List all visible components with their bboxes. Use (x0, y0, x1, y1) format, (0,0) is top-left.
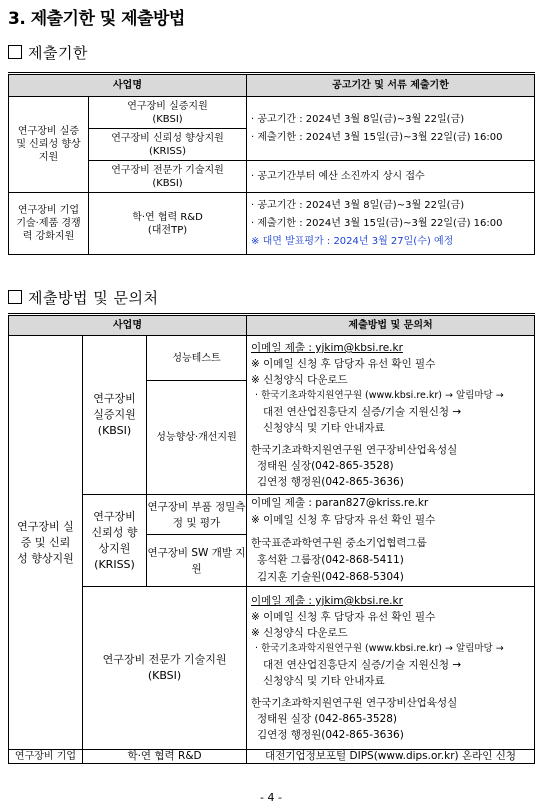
header-program-2: 사업명 (9, 315, 247, 336)
kriss-method: 이메일 제출 : paran827@kriss.re.kr ※ 이메일 신청 후 담당자 유선 확인 필수 한국표준과학연구원 중소기업협력그룹 홍석환 그룹장(042-868-5411) 김지훈 기술원(042-868-5304) (247, 495, 535, 587)
precision: 연구장비 부품 정밀측정 및 평가 (147, 495, 247, 535)
deadline-cell-1 (247, 97, 535, 161)
presentation-note: ※ 대면 발표평가 : 2024년 3월 27일(수) 예정 (251, 235, 454, 247)
last-row-name: 연구장비 기업 (9, 750, 83, 764)
section-title: 3. 제출기한 및 제출방법 (8, 9, 185, 29)
subsection-method-title (8, 287, 158, 308)
perf-test: 성능테스트 (147, 336, 247, 381)
header-program: 사업명 (9, 74, 247, 97)
checkbox-square-icon (8, 45, 22, 59)
subsection-deadline-label: 제출기한 (28, 44, 88, 62)
deadline-text: · 제출기한 : 2024년 3월 15일(금)~3월 22일(금) 16:00 (251, 131, 503, 143)
method-table (8, 313, 535, 764)
group2-name: 연구장비 기업 기술·제품 경쟁력 강화지원 (9, 193, 89, 255)
header-method: 제출방법 및 문의처 (247, 315, 535, 336)
kbsi-method: 이메일 제출 : yjkim@kbsi.re.kr ※ 이메일 신청 후 담당자 유선 확인 필수 ※ 신청양식 다운로드 · 한국기초과학지원연구원 (www.kbsi.re.kr) → 알림마당 → 대전 연산업진흥단지 실증/기술 지원신청 → 신청양식 및 기타 안내자료 한국기초과학지원연구원 연구장비산업육성실 정태원 실장(042-865-3528) 김연정 행정원(042-865-3636) (247, 336, 535, 495)
subsection-method-label: 제출방법 및 문의처 (28, 289, 159, 307)
row-name: 연구장비 실증지원 (KBSI) (89, 97, 247, 129)
period-text: · 공고기간 : 2024년 3월 8일(금)~3월 22일(금) (251, 113, 465, 125)
group1-name: 연구장비 실증 및 신뢰성 향상지원 (9, 97, 89, 193)
row-name: 연구장비 신뢰성 향상지원 (KRISS) (89, 129, 247, 161)
subsection-deadline-title (8, 42, 88, 63)
group2-sub: 학·연 협력 R&D (대전TP) (89, 193, 247, 255)
kriss-name: 연구장비 신뢰성 향상지원 (KRISS) (83, 495, 147, 587)
expert-name: 연구장비 전문가 기술지원 (KBSI) (83, 587, 247, 750)
last-row-sub: 학·연 협력 R&D (83, 750, 247, 764)
checkbox-square-icon (8, 290, 22, 304)
last-row-method: 대전기업정보포털 DIPS(www.dips.or.kr) 온라인 신청 (247, 750, 535, 764)
header-deadline: 공고기간 및 서류 제출기한 (247, 74, 535, 97)
row-name: 연구장비 전문가 기술지원 (KBSI) (89, 161, 247, 193)
always-text: · 공고기간부터 예산 소진까지 상시 접수 (247, 161, 535, 193)
perf-improve: 성능향상·개선지원 (147, 381, 247, 495)
sw-dev: 연구장비 SW 개발 지원 (147, 535, 247, 587)
page-number: - 4 - (260, 791, 282, 804)
deadline-cell-2: · 공고기간 : 2024년 3월 8일(금)~3월 22일(금) · 제출기한 : 2024년 3월 15일(금)~3월 22일(금) 16:00 ※ 대면 발표평가 : 2024년 3월 27일(수) 예정 (247, 193, 535, 255)
kbsi-name: 연구장비 실증지원 (KBSI) (83, 336, 147, 495)
group-name: 연구장비 실증 및 신뢰성 향상지원 (9, 336, 83, 750)
expert-method: 이메일 제출 : yjkim@kbsi.re.kr ※ 이메일 신청 후 담당자 유선 확인 필수 ※ 신청양식 다운로드 · 한국기초과학지원연구원 (www.kbsi.re.kr) → 알림마당 → 대전 연산업진흥단지 실증/기술 지원신청 → 신청양식 및 기타 안내자료 한국기초과학지원연구원 연구장비산업육성실 정태원 실장 (042-865-3528) 김연정 행정원(042-865-3636) (247, 587, 535, 750)
deadline-table (8, 72, 535, 255)
